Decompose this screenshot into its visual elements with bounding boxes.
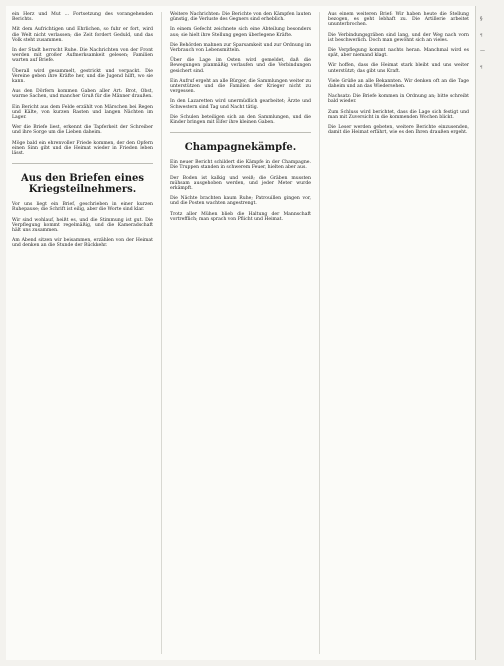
paragraph: Aus den Dörfern kommen Gaben aller Art: Brot, Obst, warme Sachen, und mancher Gruß für die Männer draußen. (12, 89, 153, 100)
margin-mark: — (480, 48, 485, 54)
paragraph: Aus einem weiteren Brief: Wir haben heute die Stellung bezogen, es geht lebhaft zu. Die Artillerie arbeitet ununterbrochen. (328, 12, 469, 28)
paragraph: Die Nächte brachten kaum Ruhe; Patrouillen gingen vor, und die Posten wachten angestrengt. (170, 196, 311, 207)
paragraph: Trotz aller Mühen blieb die Haltung der Mannschaft vortrefflich; man sprach von Pflicht und Heimat. (170, 211, 311, 222)
paragraph: Die Behörden mahnen zur Sparsamkeit und zur Ordnung im Verbrauch von Lebensmitteln. (170, 42, 311, 54)
paragraph: Zum Schluss wird berichtet, dass die Lage sich festigt und man mit Zuversicht in die kommenden Wochen blickt. (328, 109, 469, 120)
paragraph: Die Schulen beteiligen sich an den Sammlungen, und die Kinder bringen mit Eifer ihre kleinen Gaben. (170, 114, 311, 126)
paragraph: ein Herz und Mut ... Fortsetzung des vorangehenden Berichts. (12, 12, 153, 23)
section-heading: Champagnekämpfe. (184, 142, 297, 154)
paragraph: Möge bald ein ehrenvoller Friede kommen, der den Opfern einen Sinn gibt und die Heimat wieder in Frieden leben lässt. (12, 140, 153, 157)
margin-mark: ¶ (480, 64, 483, 69)
paragraph: Über die Lage im Osten wird gemeldet, daß die Bewegungen planmäßig verlaufen und die Verbindungen gesichert sind. (170, 58, 311, 74)
section-divider (12, 163, 153, 164)
paragraph: Ein Aufruf ergeht an alle Bürger, die Sammlungen weiter zu unterstützen und die Familien der Krieger nicht zu vergessen. (170, 78, 311, 95)
paragraph: Wir sind wohlauf, heißt es, und die Stimmung ist gut. Die Verpflegung kommt regelmäßig, und die Kameradschaft hält uns zusammen. (12, 217, 153, 234)
margin-mark: ¶ (480, 32, 483, 37)
paragraph: In der Stadt herrscht Ruhe. Die Nachrichten von der Front werden mit großer Aufmerksamkeit gelesen; Familien warten auf Briefe. (12, 48, 153, 64)
paragraph: Ein neuer Bericht schildert die Kämpfe in der Champagne. Die Truppen standen in schwerem Feuer, hielten aber aus. (170, 160, 311, 171)
paragraph: Wir hoffen, dass die Heimat stark bleibt und uns weiter unterstützt; das gibt uns Kraft. (328, 63, 469, 74)
newspaper-page (6, 6, 476, 660)
column-3 (319, 12, 469, 654)
paragraph: Die Leser werden gebeten, weitere Berichte einzusenden, damit die Heimat erfährt, wie es den Ihren draußen ergeht. (328, 125, 469, 136)
paragraph: In einem Gefecht zeichnete sich eine Abteilung besonders aus; sie hielt ihre Stellung gegen überlegene Kräfte. (170, 27, 311, 38)
column-1 (12, 12, 153, 654)
column-2 (161, 12, 311, 654)
right-margin-strip (480, 6, 502, 660)
section-heading: Aus den Briefen eines Kriegsteilnehmers. (21, 173, 144, 196)
section-divider (170, 132, 311, 133)
paragraph: Ein Bericht aus dem Felde erzählt von Märschen bei Regen und Kälte, von kurzen Rasten und langen Nächten im Lager. (12, 104, 153, 121)
paragraph: Mit dem Aufrichtigen und Ehrlichen, so fuhr er fort, wird die Welt nicht verlassen; die Zeit fordert Geduld, und das Volk steht zusammen. (12, 27, 153, 43)
paragraph: Wer die Briefe liest, erkennt die Tapferkeit der Schreiber und ihre Sorge um die Lieben daheim. (12, 125, 153, 136)
paragraph: Am Abend sitzen wir beisammen, erzählen von der Heimat und denken an die Stunde der Rückkehr. (12, 238, 153, 249)
paragraph: Weitere Nachrichten: Die Berichte von den Kämpfen lauten günstig, die Verluste des Gegners sind erheblich. (170, 12, 311, 23)
paragraph: Der Boden ist kalkig und weiß; die Gräben mussten mühsam ausgehoben werden, und jeder Meter wurde erkämpft. (170, 175, 311, 192)
paragraph: In den Lazaretten wird unermüdlich gearbeitet; Ärzte und Schwestern sind Tag und Nacht tätig. (170, 99, 311, 110)
paragraph: Die Verbindungsgräben sind lang, und der Weg nach vorn ist beschwerlich. Doch man gewöhnt sich an vieles. (328, 32, 469, 43)
paragraph: Vor uns liegt ein Brief, geschrieben in einer kurzen Ruhepause; die Schrift ist eilig, aber die Worte sind klar. (12, 202, 153, 213)
paragraph: Überall wird gesammelt, gestrickt und verpackt. Die Vereine geben ihre Kräfte her, und die Jugend hilft, wo sie kann. (12, 68, 153, 85)
paragraph: Die Verpflegung kommt nachts heran. Manchmal wird es spät, aber niemand klagt. (328, 48, 469, 59)
paragraph: Nachsatz: Die Briefe kommen in Ordnung an; bitte schreibt bald wieder. (328, 94, 469, 105)
paragraph: Viele Grüße an alle Bekannten. Wir denken oft an die Tage daheim und an das Wiedersehen. (328, 78, 469, 90)
margin-mark: § (480, 16, 483, 22)
